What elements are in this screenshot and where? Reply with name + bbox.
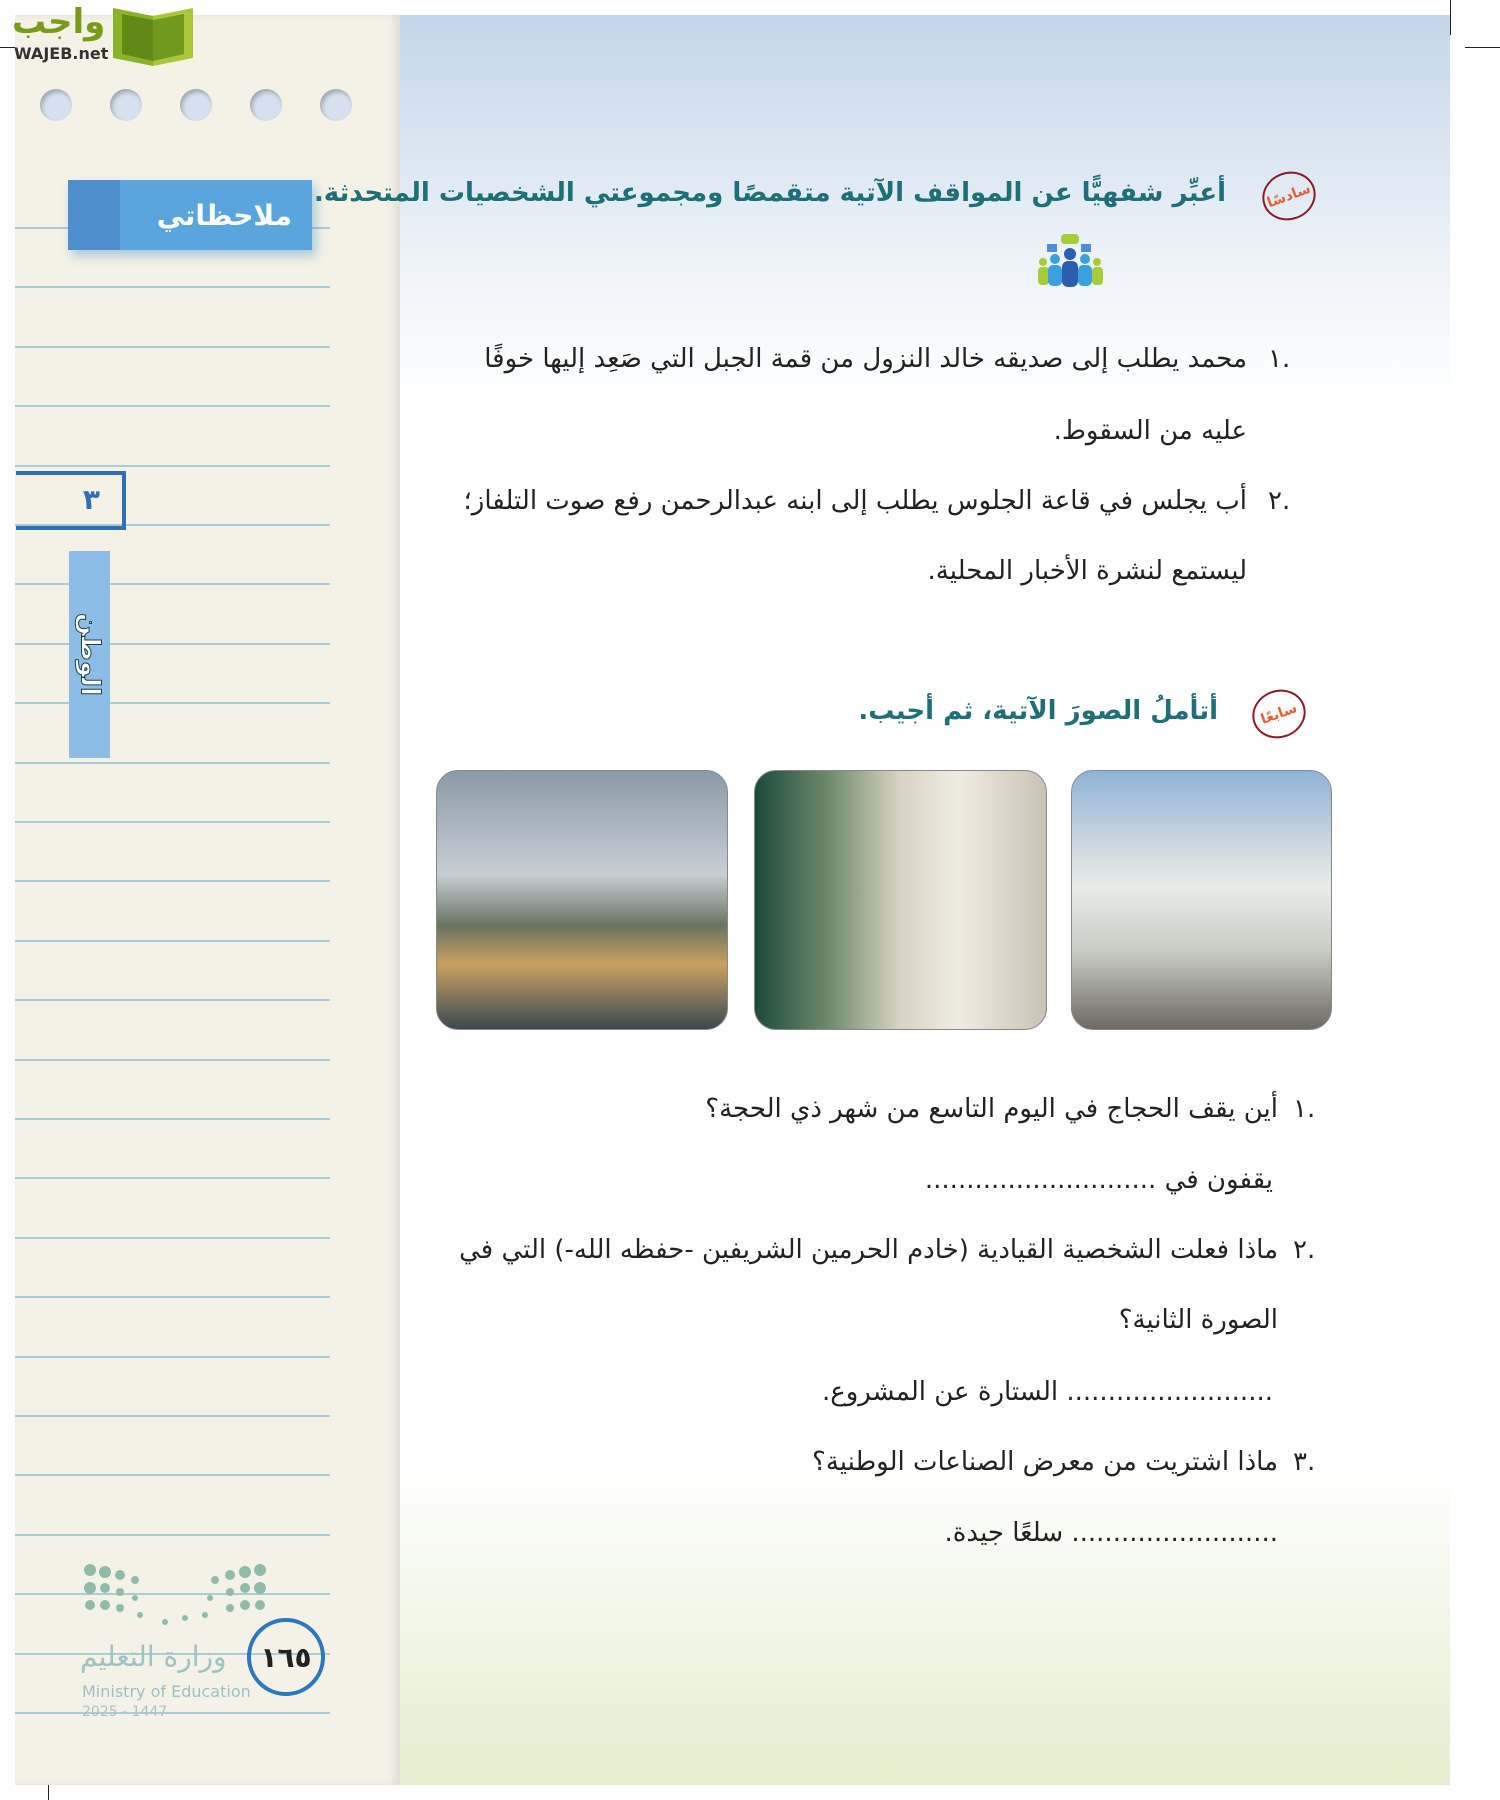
question-number: ٣. [1293, 1447, 1316, 1477]
binder-hole [180, 89, 212, 121]
ruled-line [15, 346, 330, 348]
question-number: ١. [1293, 1094, 1316, 1124]
notes-tab [68, 180, 312, 250]
ministry-dots-icon [80, 1560, 270, 1630]
item-text: ليستمع لنشرة الأخبار المحلية. [927, 556, 1247, 586]
ruled-line [15, 1356, 330, 1358]
ruled-line [15, 643, 330, 645]
binder-hole [110, 89, 142, 121]
ruled-line [15, 1415, 330, 1417]
ruled-line [15, 286, 330, 288]
item-text: عليه من السقوط. [1053, 416, 1247, 446]
ministry-year: 2025 - 1447 [82, 1704, 168, 1720]
ruled-line [15, 465, 330, 467]
section-heading: أتأملُ الصورَ الآتية، ثم أجيب. [858, 696, 1218, 726]
answer-text: ......................... سلعًا جيدة. [944, 1518, 1278, 1548]
chapter-number: ٣ [16, 471, 126, 530]
item-text: أب يجلس في قاعة الجلوس يطلب إلى ابنه عبدالرحمن رفع صوت التلفاز؛ [463, 486, 1247, 516]
ruled-line [15, 999, 330, 1001]
item-number: ٢. [1268, 486, 1291, 516]
ruled-line [15, 1118, 330, 1120]
ruled-line [15, 1237, 330, 1239]
ruled-line [15, 762, 330, 764]
ruled-line [15, 1177, 330, 1179]
logo-english: WAJEB.net [14, 44, 109, 63]
question-text: أين يقف الحجاج في اليوم التاسع من شهر ذي الحجة؟ [705, 1094, 1278, 1124]
page-number: ١٦٥ [247, 1618, 325, 1696]
ruled-line [15, 583, 330, 585]
logo-arabic: واجب [12, 2, 106, 42]
section-heading: أعبِّر شفهيًّا عن المواقف الآتية متقمصًا ومجموعتي الشخصيات المتحدثة. [313, 178, 1226, 208]
crop-mark [1450, 0, 1451, 35]
ruled-line [15, 1059, 330, 1061]
ministry-arabic: وزارة التعليم [80, 1640, 227, 1673]
question-text: ماذا فعلت الشخصية القيادية (خادم الحرمين الشريفين -حفظه الله-) التي في [459, 1235, 1278, 1265]
item-number: ١. [1268, 344, 1291, 374]
speaking-people-icon [1035, 232, 1105, 288]
section-stamp: سادسًا [1255, 164, 1322, 228]
section-stamp: سابعًا [1245, 682, 1312, 746]
question-text: الصورة الثانية؟ [1118, 1305, 1278, 1335]
notes-title: ملاحظاتي [156, 198, 292, 232]
photo-pilgrims-arafat [1071, 770, 1332, 1030]
ruled-line [15, 702, 330, 704]
book-icon [108, 6, 198, 66]
binder-hole [40, 89, 72, 121]
binder-hole [250, 89, 282, 121]
ruled-line [15, 940, 330, 942]
ruled-line [15, 1474, 330, 1476]
unit-title: الوطن [74, 613, 105, 696]
ruled-line [15, 405, 330, 407]
ruled-line [15, 1534, 330, 1536]
question-number: ٢. [1293, 1235, 1316, 1265]
answer-text: يقفون في ............................ [924, 1165, 1273, 1195]
notes-sidebar [15, 15, 400, 1785]
question-text: ماذا اشتريت من معرض الصناعات الوطنية؟ [812, 1447, 1278, 1477]
answer-text: ......................... الستارة عن المشروع. [821, 1377, 1273, 1407]
binder-hole [320, 89, 352, 121]
ruled-line [15, 821, 330, 823]
photo-king-unveiling [754, 770, 1047, 1030]
crop-mark [1465, 47, 1500, 48]
ministry-english: Ministry of Education [82, 1682, 251, 1701]
unit-tab [69, 551, 110, 758]
item-text: محمد يطلب إلى صديقه خالد النزول من قمة الجبل التي صَعِد إليها خوفًا [484, 344, 1247, 374]
ruled-line [15, 880, 330, 882]
photo-exhibition-building [436, 770, 728, 1030]
wajeb-logo[interactable] [8, 2, 198, 68]
ruled-line [15, 1296, 330, 1298]
